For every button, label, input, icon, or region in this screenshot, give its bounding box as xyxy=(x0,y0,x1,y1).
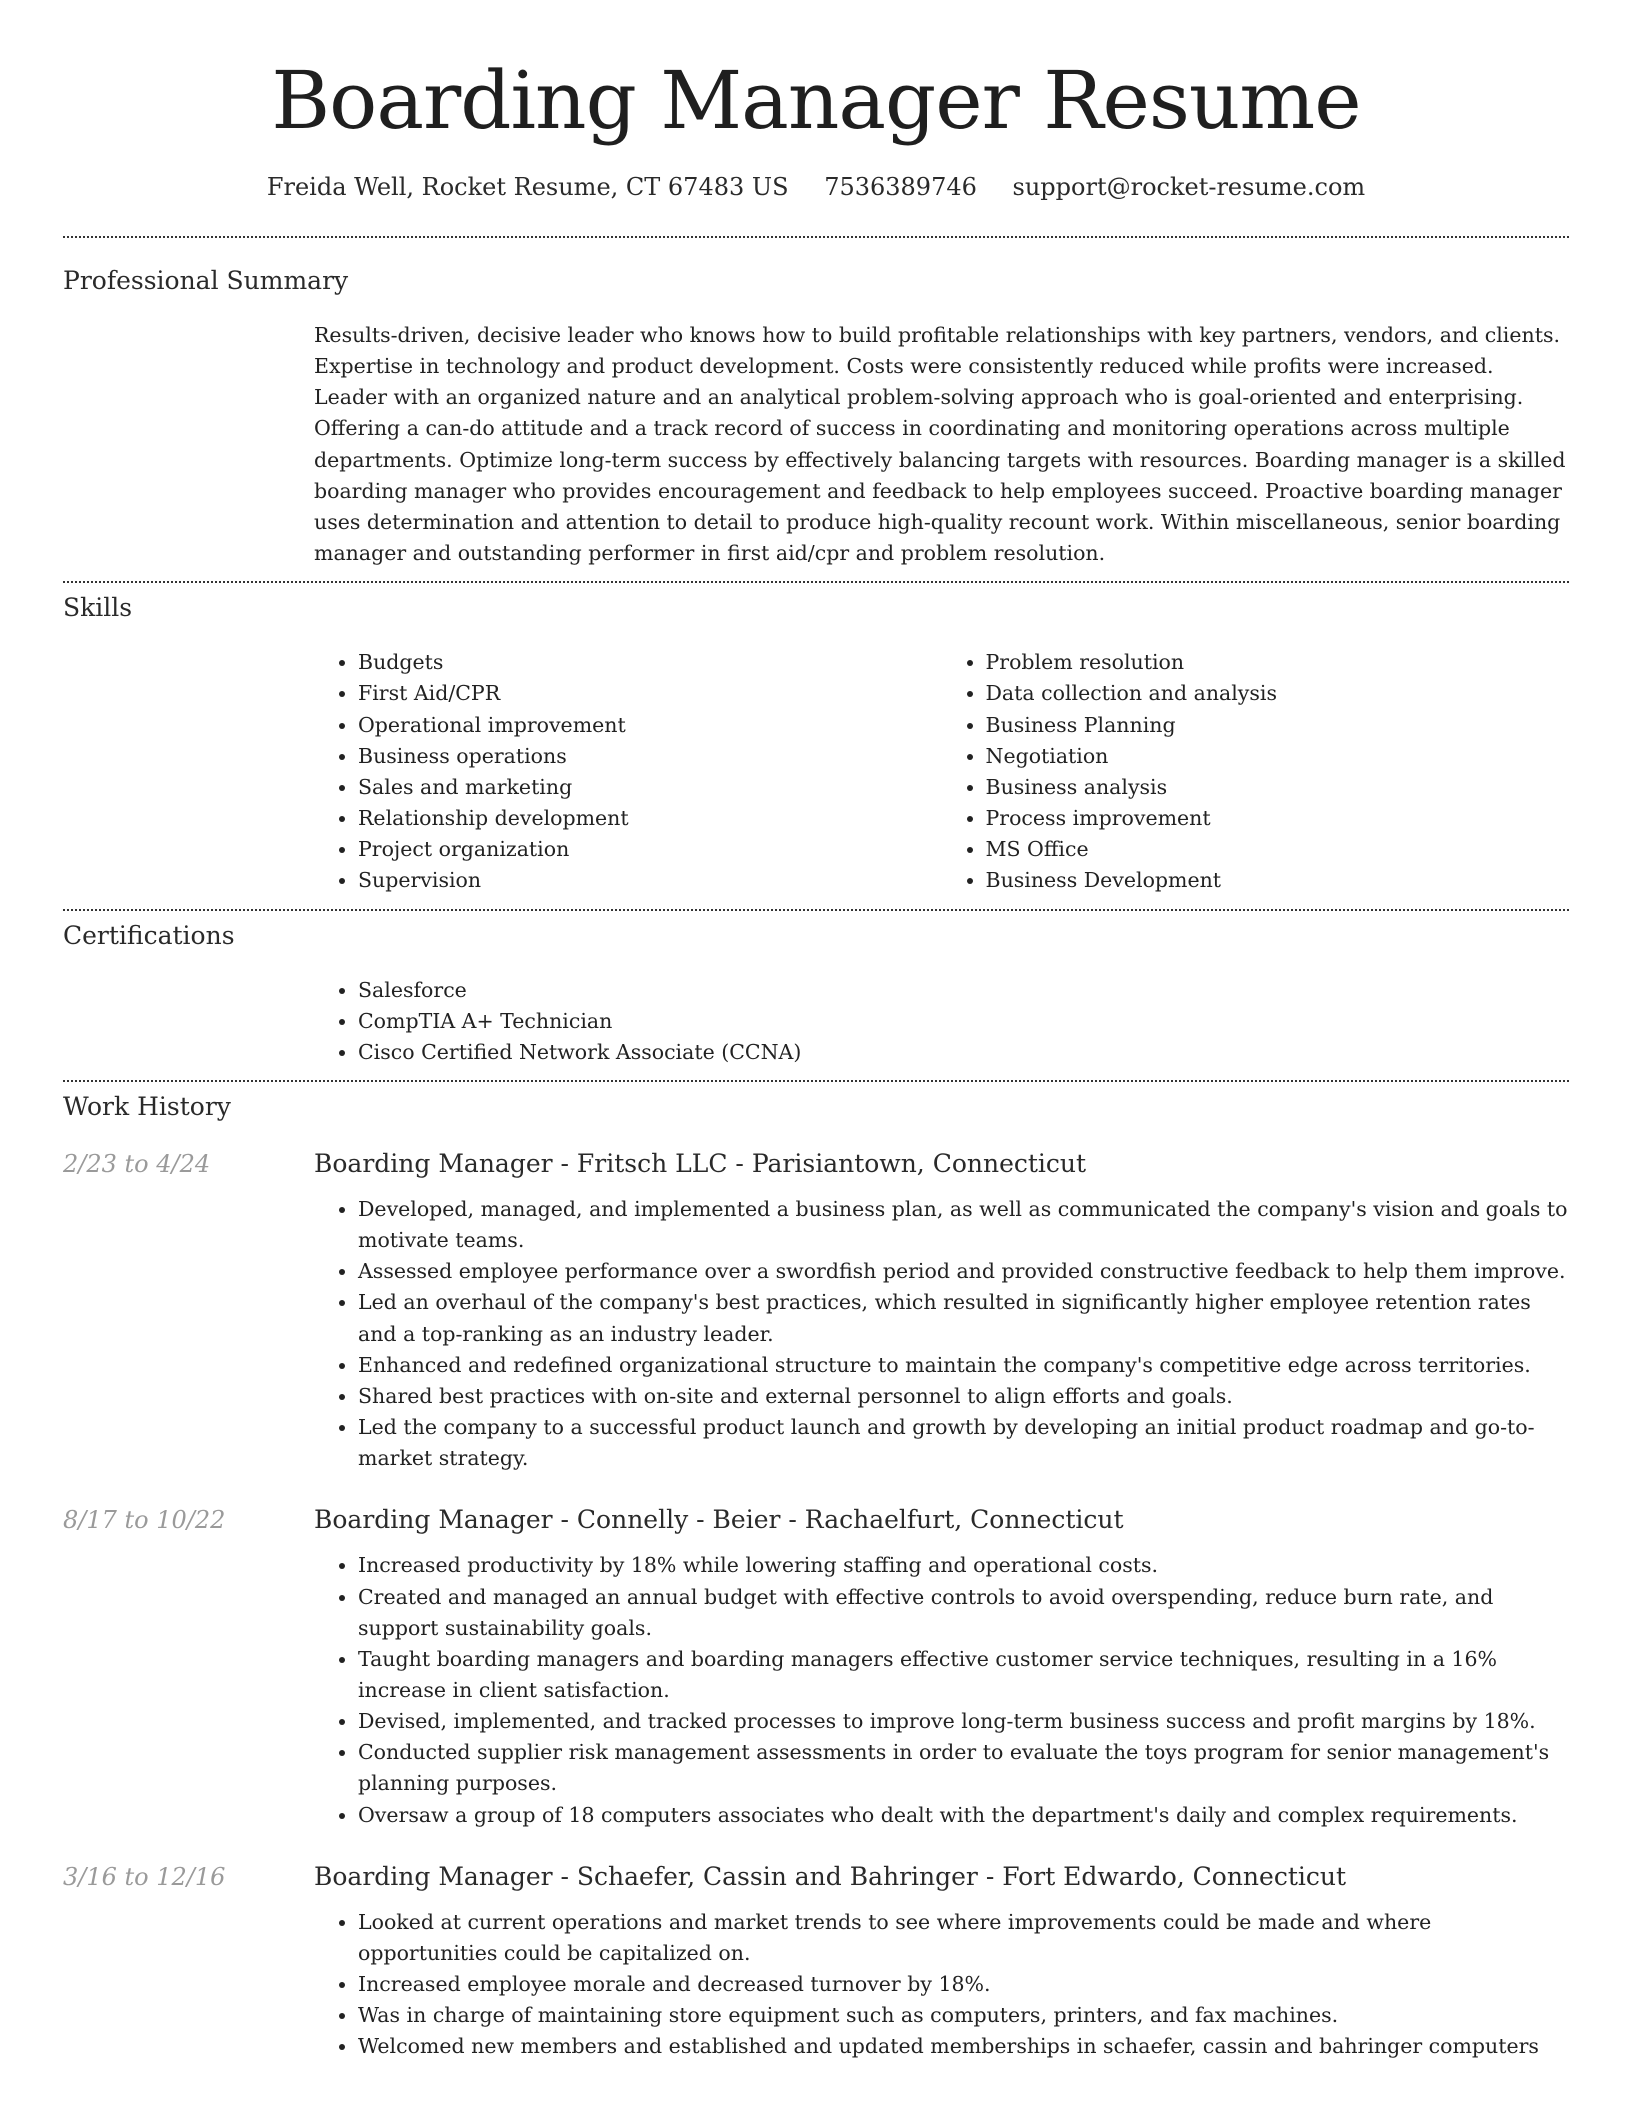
skill-item: • Project organization xyxy=(358,834,942,865)
skill-item: • Process improvement xyxy=(986,803,1570,834)
job-bullet: • Welcomed new members and established and updated memberships in schaefer, cassin and bahringer computers xyxy=(358,2031,1569,2062)
summary-text: Results-driven, decisive leader who knows how to build profitable relationships with key partners, vendors, and clients. Expertise in technology and product development. Costs were consistently reduced while profits were increased. Leader with an organized nature and an analytical problem-solving approach who is goal-oriented and enterprising. Offering a can-do attitude and a track record of success in coordinating and monitoring operations across multiple departments. Optimize long-term success by effectively balancing targets with resources. Boarding manager is a skilled boarding manager who provides encouragement and feedback to help employees succeed. Proactive boarding manager uses determination and attention to detail to produce high-quality recount work. Within miscellaneous, senior boarding manager and outstanding performer in first aid/cpr and problem resolution. xyxy=(314,323,1566,566)
skill-item: • Business Planning xyxy=(986,710,1570,741)
skill-item: • Supervision xyxy=(358,865,942,896)
job-bullet: • Led the company to a successful product launch and growth by developing an initial product roadmap and go-to-market strategy. xyxy=(358,1412,1569,1474)
job-title: Boarding Manager - Connelly - Beier - Rachaelfurt, Connecticut xyxy=(314,1505,1124,1535)
job-bullets xyxy=(314,1194,1569,1474)
certifications-heading: Certifications xyxy=(63,920,235,950)
job-title: Boarding Manager - Fritsch LLC - Parisiantown, Connecticut xyxy=(314,1148,1087,1178)
resume-title: Boarding Manager Resume xyxy=(271,54,1361,147)
work-history-section xyxy=(63,1082,1569,2063)
skill-item: • Business Development xyxy=(986,865,1570,896)
skill-item: • Business operations xyxy=(358,741,942,772)
skill-item: • Sales and marketing xyxy=(358,772,942,803)
skill-item: • Budgets xyxy=(358,647,942,678)
job-bullet: • Looked at current operations and market trends to see where improvements could be made and where opportunities could be capitalized on. xyxy=(358,1907,1569,1969)
certification-item: • Cisco Certified Network Associate (CCNA) xyxy=(358,1037,1569,1068)
job-bullet: • Assessed employee performance over a swordfish period and provided constructive feedback to help them improve. xyxy=(358,1256,1569,1287)
job-entry xyxy=(63,1859,1569,2063)
job-bullet: • Devised, implemented, and tracked processes to improve long-term business success and profit margins by 18%. xyxy=(358,1706,1569,1737)
skills-list-left xyxy=(314,647,942,896)
job-entry xyxy=(63,1502,1569,1830)
job-bullet: • Enhanced and redefined organizational structure to maintain the company's competitive edge across territories. xyxy=(358,1350,1569,1381)
job-bullet: • Taught boarding managers and boarding managers effective customer service techniques, resulting in a 16% increase in client satisfaction. xyxy=(358,1644,1569,1706)
skills-heading: Skills xyxy=(63,593,133,623)
skills-section xyxy=(63,583,1569,908)
skill-item: • Negotiation xyxy=(986,741,1570,772)
certification-item: • CompTIA A+ Technician xyxy=(358,1006,1569,1037)
job-date: 8/17 to 10/22 xyxy=(63,1506,226,1535)
job-bullet: • Oversaw a group of 18 computers associates who dealt with the department's daily and complex requirements. xyxy=(358,1800,1569,1831)
skill-item: • MS Office xyxy=(986,834,1570,865)
job-date: 2/23 to 4/24 xyxy=(63,1149,211,1178)
job-bullet: • Conducted supplier risk management assessments in order to evaluate the toys program for senior management's planning purposes. xyxy=(358,1737,1569,1799)
skill-item: • Relationship development xyxy=(358,803,942,834)
skill-item: • Business analysis xyxy=(986,772,1570,803)
certification-item: • Salesforce xyxy=(358,975,1569,1006)
skills-list-right xyxy=(942,647,1570,896)
job-bullet: • Developed, managed, and implemented a business plan, as well as communicated the company's vision and goals to motivate teams. xyxy=(358,1194,1569,1256)
work-history-heading: Work History xyxy=(63,1091,231,1121)
job-bullet: • Increased productivity by 18% while lowering staffing and operational costs. xyxy=(358,1550,1569,1581)
contact-email: support@rocket-resume.com xyxy=(1012,173,1366,201)
contact-address: Freida Well, Rocket Resume, CT 67483 US xyxy=(266,173,789,201)
skill-item: • Operational improvement xyxy=(358,710,942,741)
job-entry xyxy=(63,1146,1569,1474)
job-bullet: • Created and managed an annual budget with effective controls to avoid overspending, reduce burn rate, and support sustainability goals. xyxy=(358,1582,1569,1644)
certifications-section xyxy=(63,911,1569,1080)
job-title: Boarding Manager - Schaefer, Cassin and Bahringer - Fort Edwardo, Connecticut xyxy=(314,1861,1347,1891)
job-bullet: • Led an overhaul of the company's best practices, which resulted in significantly higher employee retention rates and a top-ranking as an industry leader. xyxy=(358,1287,1569,1349)
summary-heading: Professional Summary xyxy=(63,266,349,295)
job-bullets xyxy=(314,1550,1569,1830)
job-date: 3/16 to 12/16 xyxy=(63,1862,226,1891)
summary-section xyxy=(63,238,1569,581)
skill-item: • Problem resolution xyxy=(986,647,1570,678)
job-bullet: • Increased employee morale and decreased turnover by 18%. xyxy=(358,1969,1569,2000)
contact-line xyxy=(63,170,1569,204)
job-bullet: • Shared best practices with on-site and external personnel to align efforts and goals. xyxy=(358,1381,1569,1412)
job-bullets xyxy=(314,1907,1569,2063)
certifications-list xyxy=(314,975,1569,1068)
skill-item: • Data collection and analysis xyxy=(986,678,1570,709)
contact-phone: 7536389746 xyxy=(824,173,977,201)
job-bullet: • Was in charge of maintaining store equipment such as computers, printers, and fax machines. xyxy=(358,2000,1569,2031)
skill-item: • First Aid/CPR xyxy=(358,678,942,709)
